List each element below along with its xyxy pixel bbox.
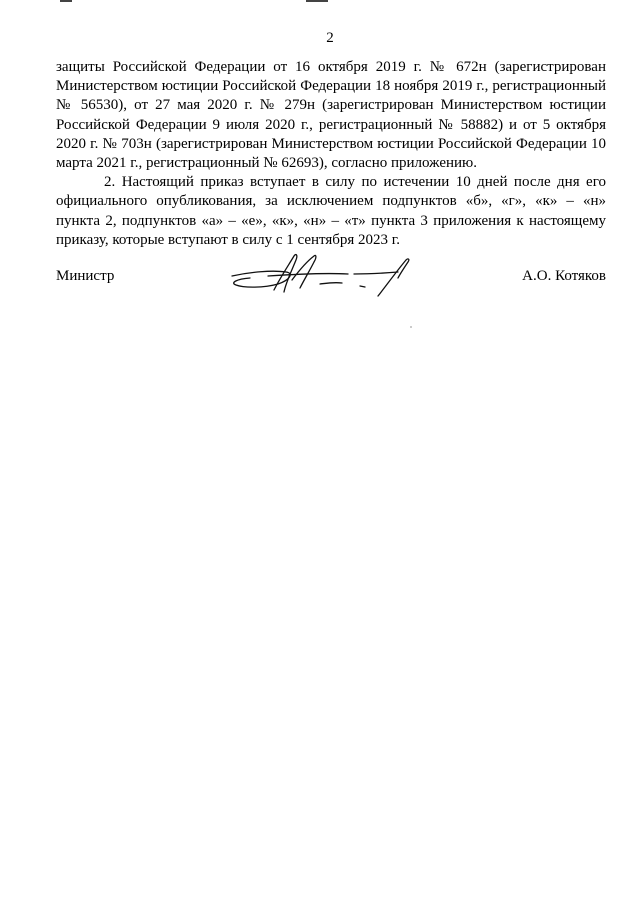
signer-name: А.О. Котяков [522, 268, 606, 284]
scan-edge-mark-left [60, 0, 72, 2]
page-number: 2 [326, 30, 334, 46]
body-text [56, 58, 606, 250]
signature-block [56, 268, 606, 298]
scan-artifact-dot [410, 326, 412, 328]
paragraph-1: защиты Российской Федерации от 16 октября 2019 г. № 672н (зарегистрирован Министерством юстиции Российской Федерации 18 ноября 2019 г., регистрационный № 56530), от 27 мая 2020 г. № 279н (зарегистрирован Министерством юстиции Российской Федерации 9 июля 2020 г., регистрационный № 58882) и от 5 октября 2020 г. № 703н (зарегистрирован Министерством юстиции Российской Федерации 10 марта 2021 г., регистрационный № 62693), согласно приложению. [56, 59, 606, 172]
signer-position: Министр [56, 268, 115, 284]
paragraph-2: 2. Настоящий приказ вступает в силу по истечении 10 дней после дня его официального опубликования, за исключением подпунктов «б», «г», «к» – «н» пункта 2, подпунктов «а» – «е», «к», «н» – «т» пункта 3 приложения к настоящему приказу, которые вступают в силу с 1 сентября 2023 г. [56, 174, 606, 248]
scan-edge-mark-right [306, 0, 328, 2]
